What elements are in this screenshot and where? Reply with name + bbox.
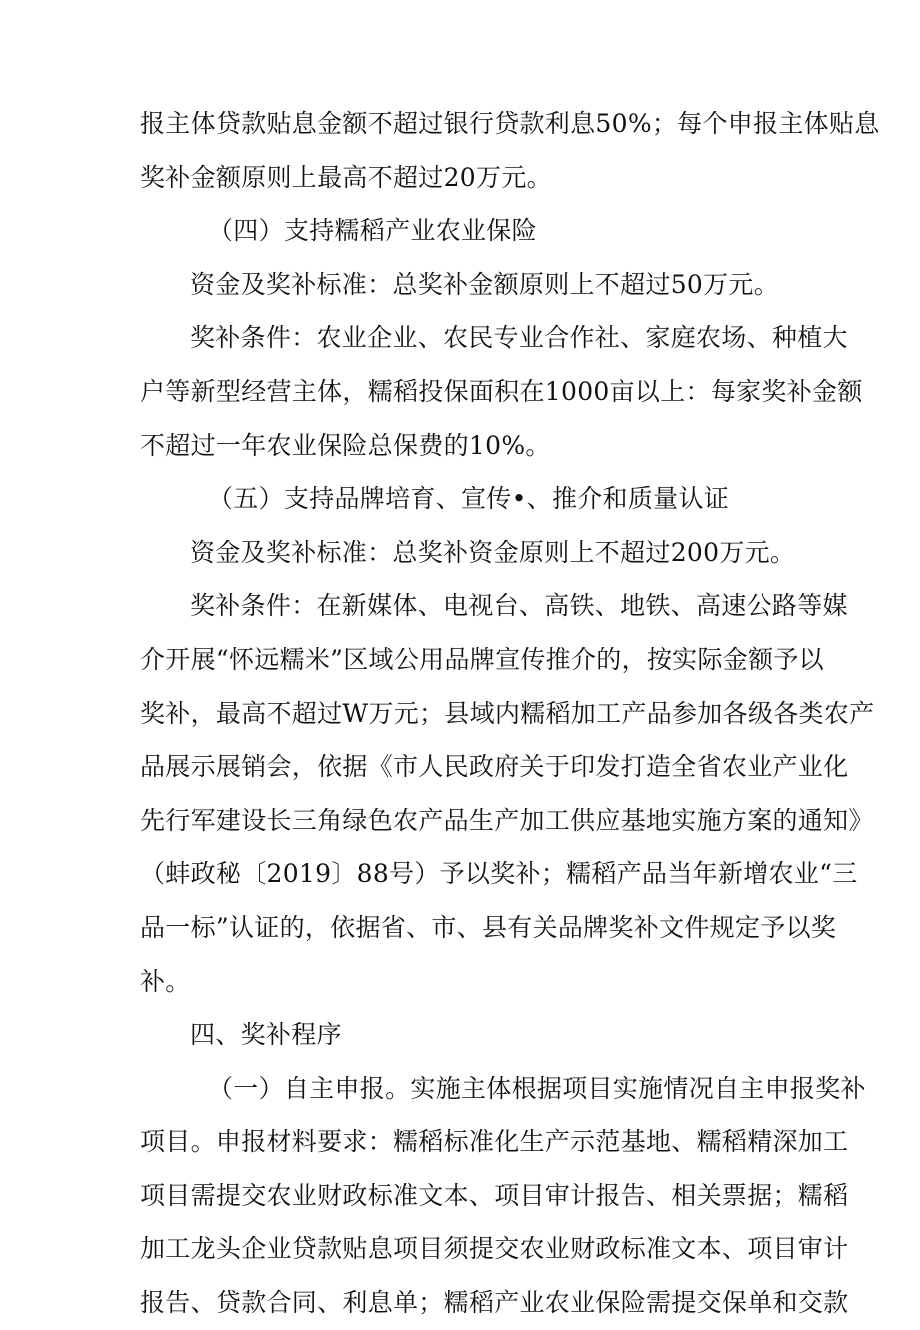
text-line: 资金及奖补标准：总奖补金额原则上不超过50万元。: [190, 269, 780, 299]
text-line: 加工龙头企业贷款贴息项目须提交农业财政标准文本、项目审计: [140, 1234, 849, 1264]
text-line: 奖补金额原则上最高不超过20万元。: [140, 162, 552, 192]
section-heading: （四）支持糯稻产业农业保险: [208, 216, 537, 246]
text-line: 项目需提交农业财政标准文本、项目审计报告、相关票据；糯稻: [140, 1180, 849, 1210]
section-heading: 四、奖补程序: [190, 1020, 342, 1050]
text-line: 报主体贷款贴息金额不超过银行贷款利息50%；每个申报主体贴息: [140, 109, 880, 138]
text-line: 补。: [140, 966, 191, 996]
text-line: 品展示展销会，依据《市人民政府关于印发打造全省农业产业化: [140, 752, 849, 782]
text-line: 先行军建设长三角绿色农产品生产加工供应基地实施方案的通知》: [140, 805, 874, 835]
text-line: 奖补条件：农业企业、农民专业合作社、家庭农场、种植大: [190, 323, 848, 353]
text-line: （一）自主申报。实施主体根据项目实施情况自主申报奖补: [208, 1073, 866, 1103]
text-line: 户等新型经营主体，糯稻投保面积在1000亩以上：每家奖补金额: [140, 376, 863, 406]
text-line: 不超过一年农业保险总保费的10%。: [140, 430, 551, 460]
text-line: 介开展“怀远糯米”区域公用品牌宣传推介的，按实际金额予以: [140, 644, 824, 674]
text-line: 品一标”认证的，依据省、市、县有关品牌奖补文件规定予以奖: [140, 912, 837, 942]
text-line: 奖补，最高不超过W万元；县域内糯稻加工产品参加各级各类农产: [140, 698, 875, 728]
text-line: 报告、贷款合同、利息单；糯稻产业农业保险需提交保单和交款: [140, 1288, 849, 1318]
text-line: 资金及奖补标准：总奖补资金原则上不超过200万元。: [190, 537, 796, 567]
document-body: [140, 97, 880, 1330]
text-line: （蚌政秘〔2019〕88号）予以奖补；糯稻产品当年新增农业“三: [140, 859, 858, 889]
text-line: 奖补条件：在新媒体、电视台、高铁、地铁、高速公路等媒: [190, 591, 848, 621]
section-heading: （五）支持品牌培育、宣传•、推介和质量认证: [208, 484, 730, 514]
text-line: 项目。申报材料要求：糯稻标准化生产示范基地、糯稻精深加工: [140, 1127, 849, 1157]
